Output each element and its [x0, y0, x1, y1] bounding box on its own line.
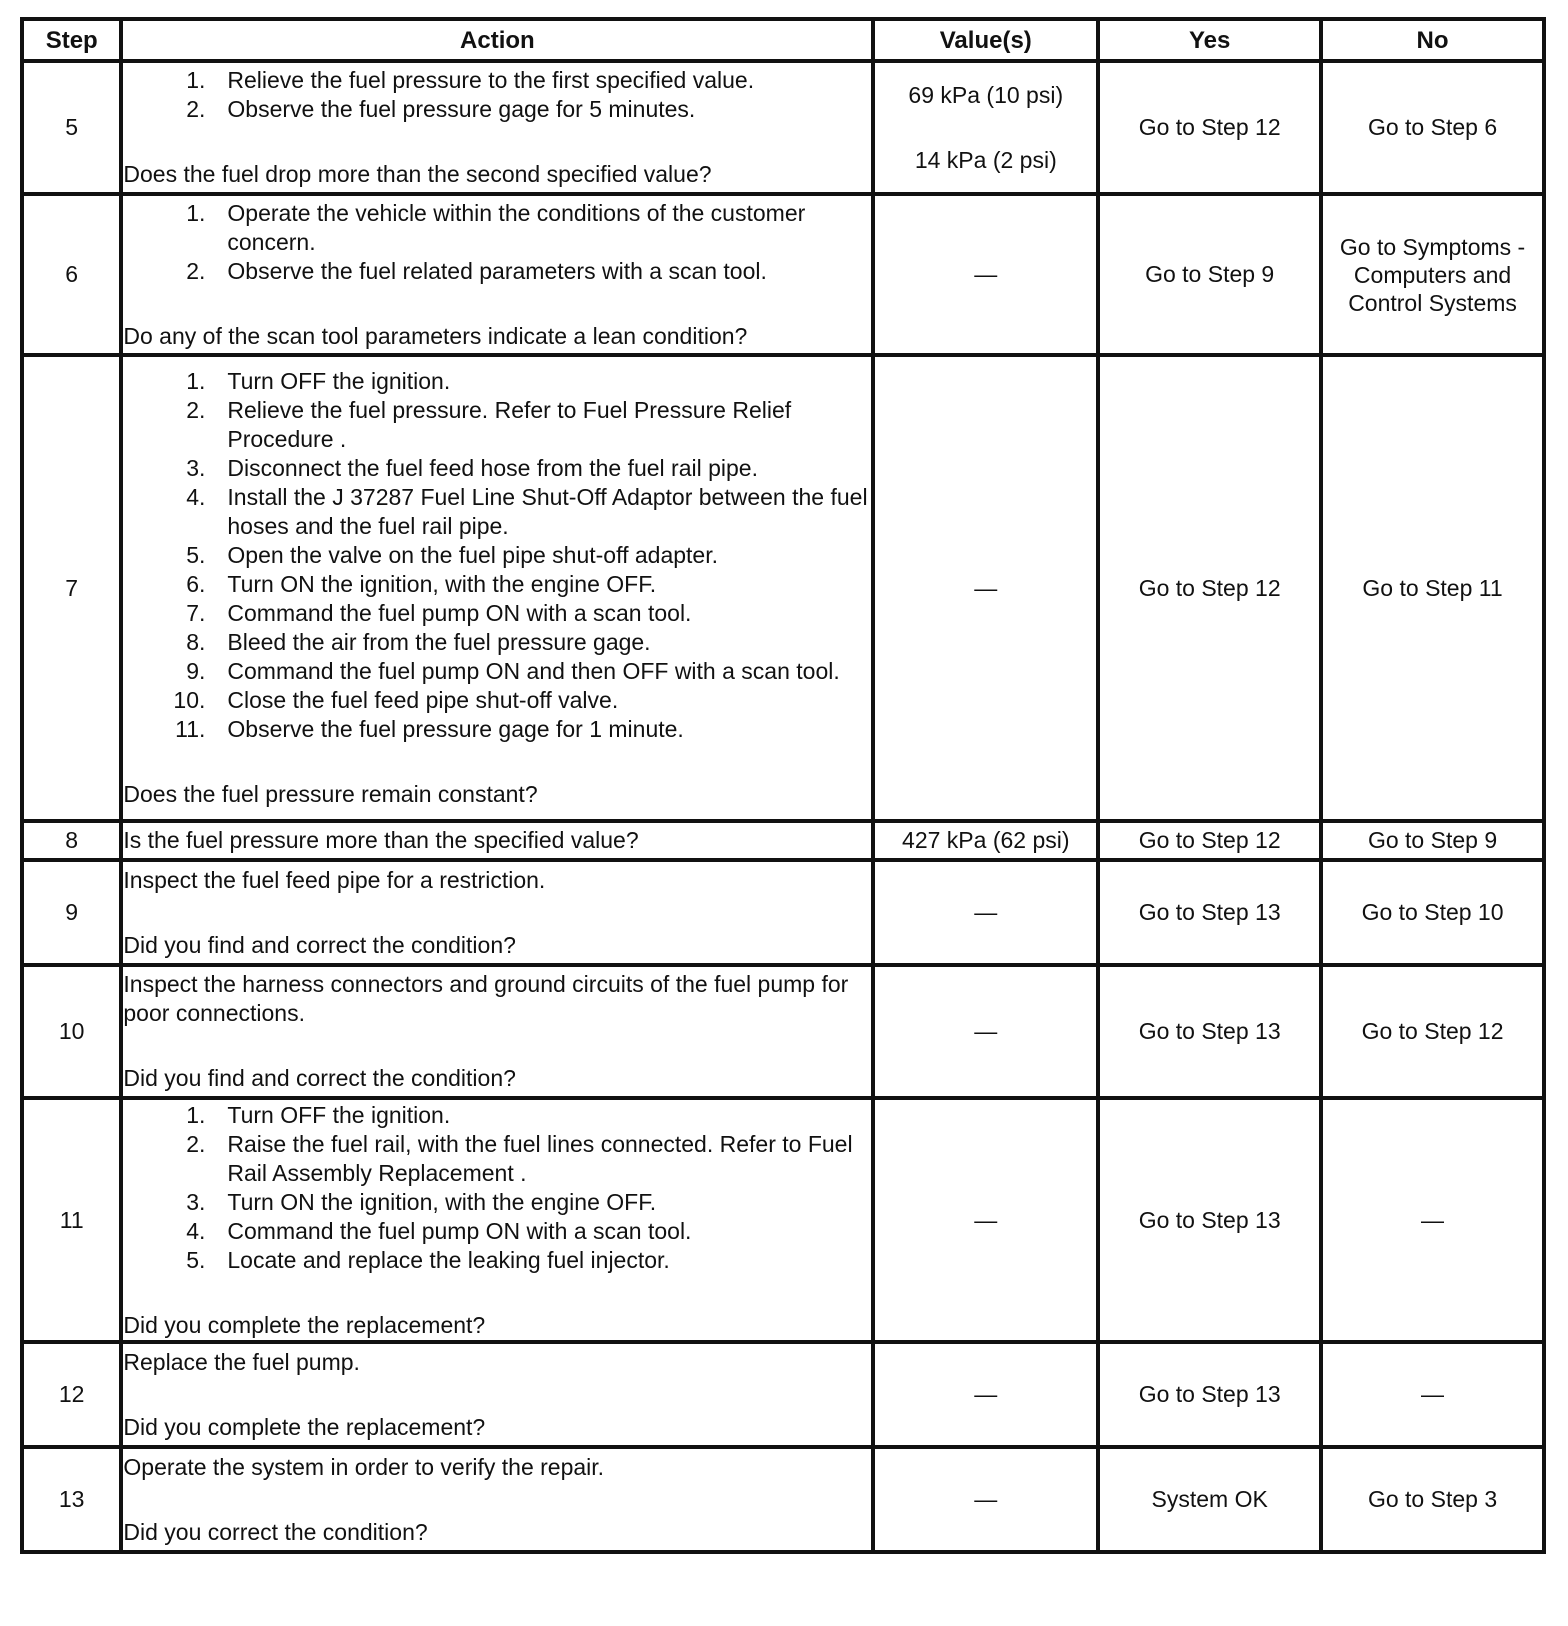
table-row-step-12 [22, 1342, 1544, 1447]
item-text: Turn ON the ignition, with the engine OFF. [227, 1188, 657, 1215]
step-number: 11 [22, 1098, 121, 1342]
no-cell [1321, 1342, 1544, 1447]
yes-cell: Go to Step 13 [1098, 1342, 1321, 1447]
dash-mark: — [974, 1206, 998, 1233]
list-item [123, 1101, 871, 1130]
item-text: Command the fuel pump ON with a scan tool. [227, 600, 692, 626]
yes-cell: Go to Step 9 [1098, 194, 1321, 355]
yes-cell: Go to Step 13 [1098, 860, 1321, 965]
list-item [123, 570, 871, 599]
header-action: Action [121, 19, 873, 61]
header-step: Step [22, 19, 121, 61]
list-item [123, 367, 871, 396]
value-cell [873, 1098, 1098, 1342]
item-text: Install the J 37287 Fuel Line Shut-Off Adaptor between the fuel hoses and the fuel rail pipe. [227, 484, 868, 539]
list-item [123, 657, 871, 686]
diagnostic-table [20, 17, 1546, 1554]
action-cell [121, 965, 873, 1098]
instruction-text: Replace the fuel pump. [123, 1348, 360, 1375]
procedure-list [123, 66, 871, 124]
list-item [123, 95, 871, 124]
header-values: Value(s) [873, 19, 1098, 61]
action-cell [121, 1447, 873, 1552]
item-text: Observe the fuel pressure gage for 1 minute. [227, 716, 684, 742]
no-cell: Go to Step 12 [1321, 965, 1544, 1098]
list-item [123, 199, 871, 257]
item-text: Locate and replace the leaking fuel injector. [227, 1246, 670, 1273]
question-text: Do any of the scan tool parameters indicate a lean condition? [123, 322, 748, 349]
dash-mark: — [1421, 1381, 1445, 1407]
item-text: Close the fuel feed pipe shut-off valve. [227, 687, 619, 713]
item-number: 5. [186, 1246, 206, 1273]
step-number: 10 [22, 965, 121, 1098]
list-item [123, 686, 871, 715]
question-text: Did you complete the replacement? [123, 1413, 486, 1440]
item-text: Raise the fuel rail, with the fuel lines connected. Refer to Fuel Rail Assembly Replacement . [227, 1130, 853, 1186]
step-number: 13 [22, 1447, 121, 1552]
procedure-list [123, 1101, 871, 1275]
item-text: Turn OFF the ignition. [227, 368, 451, 394]
item-text: Observe the fuel related parameters with a scan tool. [227, 257, 767, 284]
action-cell: Is the fuel pressure more than the specified value? [121, 821, 873, 860]
value-cell [873, 1342, 1098, 1447]
list-item [123, 599, 871, 628]
instruction-text: Inspect the fuel feed pipe for a restriction. [123, 866, 546, 893]
procedure-list [123, 199, 871, 286]
value-cell [873, 61, 1098, 194]
dash-mark: — [974, 261, 998, 287]
item-text: Command the fuel pump ON and then OFF with a scan tool. [227, 658, 840, 684]
item-text: Turn ON the ignition, with the engine OFF. [227, 571, 657, 597]
step-number: 6 [22, 194, 121, 355]
yes-cell: System OK [1098, 1447, 1321, 1552]
step-number: 7 [22, 355, 121, 821]
no-cell: Go to Symptoms - Computers and Control Systems [1321, 194, 1544, 355]
step-number: 5 [22, 61, 121, 194]
list-item [123, 454, 871, 483]
item-number: 2. [186, 96, 206, 122]
no-cell: Go to Step 9 [1321, 821, 1544, 860]
item-number: 2. [186, 1130, 206, 1157]
table-row-step-9 [22, 860, 1544, 965]
yes-cell: Go to Step 12 [1098, 821, 1321, 860]
item-number: 10. [173, 687, 206, 713]
procedure-list [123, 367, 871, 744]
list-item [123, 396, 871, 454]
item-number: 6. [186, 571, 206, 597]
step-number: 12 [22, 1342, 121, 1447]
question-text: Does the fuel pressure remain constant? [123, 781, 538, 807]
item-number: 7. [186, 600, 206, 626]
list-item [123, 257, 871, 286]
item-number: 11. [175, 716, 206, 742]
table-row-step-11 [22, 1098, 1544, 1342]
list-item [123, 66, 871, 95]
item-number: 9. [186, 658, 206, 684]
item-number: 1. [186, 1101, 206, 1128]
item-number: 4. [186, 484, 206, 510]
no-cell: Go to Step 10 [1321, 860, 1544, 965]
item-text: Relieve the fuel pressure to the first specified value. [227, 67, 755, 93]
list-item [123, 1217, 871, 1246]
item-text: Observe the fuel pressure gage for 5 minutes. [227, 96, 696, 122]
value-cell [873, 355, 1098, 821]
no-cell: Go to Step 11 [1321, 355, 1544, 821]
table-row-step-8 [22, 821, 1544, 860]
action-cell [121, 61, 873, 194]
table-row-step-5 [22, 61, 1544, 194]
dash-mark: — [974, 1381, 998, 1407]
yes-cell: Go to Step 13 [1098, 1098, 1321, 1342]
question-text: Did you find and correct the condition? [123, 1065, 516, 1091]
item-number: 8. [186, 629, 206, 655]
dash-mark: — [974, 1486, 998, 1512]
item-number: 5. [186, 542, 206, 568]
item-number: 1. [186, 67, 206, 93]
value-cell [873, 1447, 1098, 1552]
action-cell [121, 860, 873, 965]
dash-mark: — [974, 899, 998, 925]
item-number: 1. [186, 199, 206, 226]
list-item [123, 483, 871, 541]
item-text: Relieve the fuel pressure. Refer to Fuel Pressure Relief Procedure . [227, 397, 792, 452]
no-cell: Go to Step 6 [1321, 61, 1544, 194]
item-number: 2. [186, 397, 206, 423]
value-cell: 427 kPa (62 psi) [873, 821, 1098, 860]
item-text: Operate the vehicle within the conditions of the customer concern. [227, 199, 806, 255]
item-text: Bleed the air from the fuel pressure gage. [227, 629, 651, 655]
item-text: Disconnect the fuel feed hose from the fuel rail pipe. [227, 455, 758, 481]
item-number: 3. [186, 1188, 206, 1215]
question-text: Did you complete the replacement? [123, 1311, 486, 1338]
value-text: 69 kPa (10 psi) [908, 81, 1064, 108]
item-text: Command the fuel pump ON with a scan tool. [227, 1217, 692, 1244]
list-item [123, 1130, 871, 1188]
item-text: Open the valve on the fuel pipe shut-off adapter. [227, 542, 718, 568]
value-cell [873, 194, 1098, 355]
action-cell [121, 1342, 873, 1447]
step-number: 9 [22, 860, 121, 965]
item-number: 4. [186, 1217, 206, 1244]
instruction-text: Inspect the harness connectors and ground circuits of the fuel pump for poor connections. [123, 971, 849, 1026]
no-cell: Go to Step 3 [1321, 1447, 1544, 1552]
action-cell [121, 355, 873, 821]
header-row [22, 19, 1544, 61]
list-item [123, 628, 871, 657]
table-row-step-7 [22, 355, 1544, 821]
question-text: Does the fuel drop more than the second specified value? [123, 161, 712, 187]
action-cell [121, 194, 873, 355]
item-text: Turn OFF the ignition. [227, 1101, 451, 1128]
value-cell [873, 860, 1098, 965]
yes-cell: Go to Step 13 [1098, 965, 1321, 1098]
table-row-step-6 [22, 194, 1544, 355]
dash-mark: — [974, 1018, 998, 1044]
yes-cell: Go to Step 12 [1098, 355, 1321, 821]
no-cell [1321, 1098, 1544, 1342]
table-row-step-13 [22, 1447, 1544, 1552]
dash-mark: — [974, 574, 998, 601]
table-row-step-10 [22, 965, 1544, 1098]
instruction-text: Operate the system in order to verify the repair. [123, 1453, 605, 1480]
item-number: 3. [186, 455, 206, 481]
value-cell [873, 965, 1098, 1098]
list-item [123, 1188, 871, 1217]
value-text: 14 kPa (2 psi) [914, 146, 1057, 173]
item-number: 2. [186, 257, 206, 284]
list-item [123, 1246, 871, 1275]
item-number: 1. [186, 368, 206, 394]
list-item [123, 715, 871, 744]
question-text: Did you find and correct the condition? [123, 931, 516, 958]
step-number: 8 [22, 821, 121, 860]
question-text: Did you correct the condition? [123, 1518, 428, 1545]
yes-cell: Go to Step 12 [1098, 61, 1321, 194]
dash-mark: — [1421, 1206, 1445, 1233]
action-cell [121, 1098, 873, 1342]
header-yes: Yes [1098, 19, 1321, 61]
header-no: No [1321, 19, 1544, 61]
list-item [123, 541, 871, 570]
